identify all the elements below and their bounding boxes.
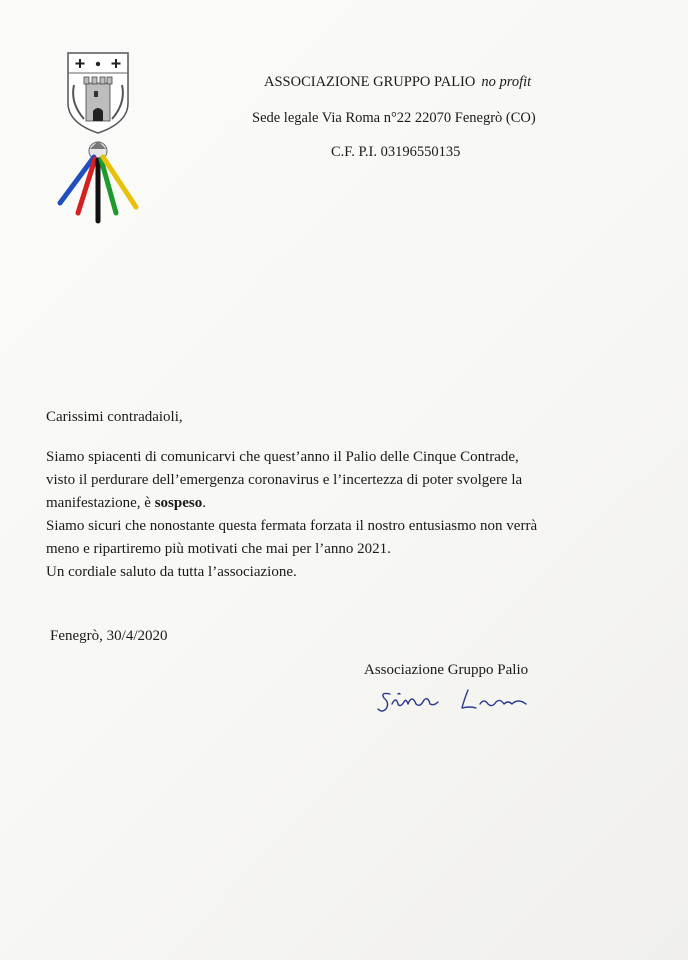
body-line-5: meno e ripartiremo più motivati che mai per l’anno 2021. [46,541,391,557]
letter-date: Fenegrò, 30/4/2020 [50,628,168,644]
body-line-3-start: manifestazione, è [46,495,155,511]
body-line-3 [46,492,646,515]
body-line-3-end: . [202,495,206,511]
letter-body [46,446,646,584]
signoff: Associazione Gruppo Palio [364,662,529,678]
body-line-4: Siamo sicuri che nonostante questa fermata forzata il nostro entusiasmo non verrà [46,518,538,534]
org-name: ASSOCIAZIONE GRUPPO PALIO [264,74,476,90]
suspended-word: sospeso [154,495,203,511]
body-line-2: visto il perdurare dell’emergenza coronavirus e l’incertezza di poter svolgere la [46,472,523,488]
org-name-line [264,74,531,91]
address: Sede legale Via Roma n°22 22070 Fenegrò (CO) [252,110,536,126]
tax-id: C.F. P.I. 03196550135 [331,144,461,160]
body-line-6: Un cordiale saluto da tutta l’associazione. [46,564,297,580]
handwritten-signature-icon [376,682,546,718]
greeting: Carissimi contradaioli, [46,409,183,425]
coat-of-arms-icon [50,45,150,230]
body-line-1: Siamo spiacenti di comunicarvi che quest’anno il Palio delle Cinque Contrade, [46,449,519,465]
org-note: no profit [481,74,532,90]
